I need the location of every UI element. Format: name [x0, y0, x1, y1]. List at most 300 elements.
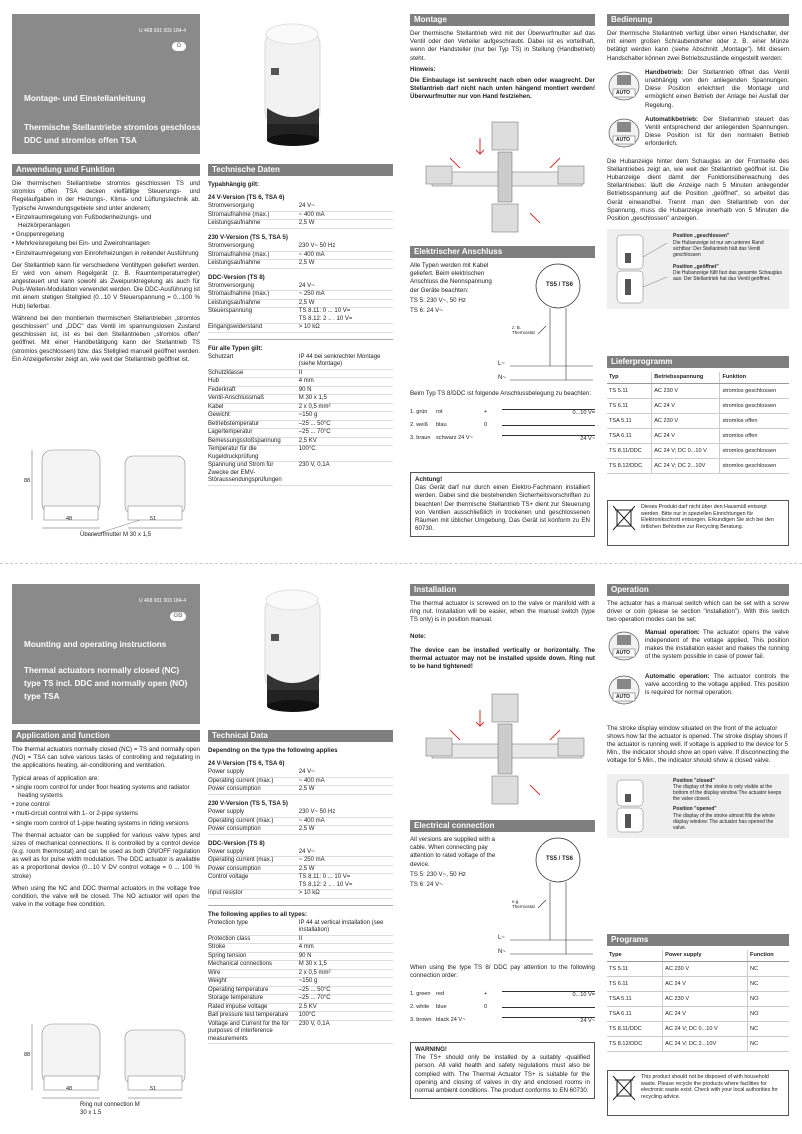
spec-row [208, 220, 393, 229]
wire-cell: red [436, 991, 445, 998]
spec-value: 24 V~ [297, 769, 393, 777]
spec-row [208, 308, 393, 324]
spec-value: II [297, 935, 393, 944]
spec-value: 2,5 W [297, 260, 393, 269]
wire-cell: blau [436, 422, 447, 428]
tech-subheading: Für alle Typen gilt: [208, 344, 263, 352]
auto-label: AUTO [616, 693, 631, 700]
wire-row [410, 406, 595, 419]
spec-label: Steuerspannung [208, 308, 297, 324]
spec-value: 4 mm [297, 378, 393, 387]
spec-label: Lagertemperatur [208, 429, 297, 438]
auto-label: AUTO [616, 136, 631, 143]
spec-value: > 10 kΩ [297, 324, 393, 333]
section-application [12, 730, 200, 909]
note-text: Die Einbaulage ist senkrecht nach oben oder waagrecht. Der Stellantrieb darf nicht nach unten hängend montiert werden! Überwurfmutter nur von Hand festziehen. [410, 76, 595, 101]
spec-value: 90 N [297, 952, 393, 961]
section-installation [410, 14, 595, 102]
spec-label: Leistungsaufnahme [208, 220, 297, 229]
dimension-drawing [20, 1012, 200, 1122]
column-header: Betriebsspannung [652, 372, 720, 384]
note-label: Note: [410, 632, 426, 640]
table-cell: NC [748, 977, 789, 992]
spec-row [208, 354, 393, 370]
table-row [607, 1007, 789, 1022]
spec-value: –25 ... 50°C [297, 420, 393, 429]
spec-row [208, 809, 393, 817]
wire-cell [502, 425, 595, 426]
spec-label: Bemessungsstoßspannung [208, 437, 297, 446]
wire-cell: 24 V~ [502, 435, 595, 443]
list-item: • single room control for under floor heating systems and radiator heating systems [12, 783, 190, 799]
paragraph: When using the type TS 8/ DDC pay attention to the following connection order: [410, 964, 595, 980]
spec-table [208, 354, 393, 486]
section-heading: Application and function [12, 730, 200, 742]
dimension-width: 48 [66, 1086, 73, 1092]
spec-value: 2,5 KV [297, 437, 393, 446]
wire-cell: 3. brown [410, 1017, 432, 1024]
spec-label: Protection class [208, 935, 297, 944]
wire-cell: 1. grün [410, 409, 428, 415]
section-programs [607, 934, 789, 1052]
spec-row [208, 1020, 393, 1044]
spec-row [208, 395, 393, 404]
spec-label: Control voltage [208, 874, 297, 890]
position-open-text: Die Hubanzeige füllt fast das gesamte Schauglas aus: Der Stellantrieb hat das Ventil geöffnet. [673, 270, 782, 283]
mode-name: Handbetrieb: [645, 68, 684, 76]
spec-value: 100°C [297, 446, 393, 462]
spec-value: ~ 400 mA [297, 211, 393, 220]
program-table [607, 372, 789, 474]
wire-row [410, 432, 595, 445]
section-electrical [410, 246, 595, 445]
list-item: • Mehrkreisregelung bei Ein- und Zweirohranlagen [12, 240, 150, 248]
spec-label: Stroke [208, 944, 297, 953]
spec-value: ~150 g [297, 412, 393, 421]
spec-row [208, 260, 393, 269]
paragraph: Die Hubanzeige hinter dem Schauglas an der Frontseite des Stellantriebes zeigt an, wie weit der Stellantrieb geöffnet ist. Die Hubanzeige dient damit der Funktionsüberwachung des Stellantriebes: läuft die Anzeige nach 5 Minuten anliegender Betriebsspannung auf die Position „geöffnet", so arbeitet das Gerät einwandfrei. Trennt man den Stellantrieb von der Spannung, muss die Hubanzeige innerhalb von 5 Minuten die Position „geschlossen" anzeigen. [607, 157, 789, 222]
spec-row [208, 462, 393, 486]
warning-text: The TS+ should only be installed by a suitably -qualified person. All valid health and safety regulations must also be complied with. The Thermal Actuator TS+ is suitable for the opening and closing of valves in dry and enclosed rooms in normal ambient conditions. The product conforms to EN 60730. [415, 1054, 590, 1094]
table-cell: stromlos offen [720, 429, 789, 444]
spec-value: ~ 400 mA [297, 777, 393, 786]
table-cell: TSA 5.11 [607, 992, 663, 1007]
spec-label: Operating current (max.) [208, 777, 297, 786]
spec-label: Gewicht [208, 412, 297, 421]
paragraph: Während bei den montierten thermischen Stellantrieben „stromlos geschlossen" und „DDC" das Ventil im spannungslosen Zustand geschlossen ist, ist es bei den Stellantrieben „stromlos offen" geöffnet. Mit einer Handbetätigung kann der Stellantrieb TS (stromlos geschlossen) bzw. das Stellglied manuell geöffnet werden. Ein Anzeigefenster zeigt an, wie weit der Stellantrieb geöffnet ist. [12, 314, 200, 363]
position-open-text: The display of the stroke almost fills the whole display window: The actuator has opened the valve. [673, 812, 775, 831]
doc-number: U 468 931 003 184-4 [139, 598, 186, 604]
paragraph: Beim Typ TS 8/DDC ist folgende Anschlussbelegung zu beachten: [410, 390, 592, 397]
table-cell: TSA 6.11 [607, 1007, 663, 1022]
tech-subheading: The following applies to all types: [208, 910, 308, 918]
recycling-text: Dieses Produkt darf nicht über den Hausmüll entsorgt werden. Bitte nur in speziellen Einrichtungen für Elektronikschrott entsorgen. Erkundigen Sie sich bei den örtlichen Behörden zur Recycling Beratung. [641, 504, 774, 530]
table-cell: AC 230 V [652, 384, 720, 399]
dimension-caption: Ring nut connection M 30 x 1.5 [80, 1102, 140, 1116]
wire-cell: 0...10 V= [502, 409, 595, 417]
spec-row [208, 299, 393, 308]
spec-value: ~ 400 mA [297, 817, 393, 826]
section-heading: Electrical connection [410, 820, 595, 832]
spec-label: Kabel [208, 403, 297, 412]
spec-value: 2,5 W [297, 826, 393, 835]
section-installation [410, 584, 595, 671]
table-row [607, 1037, 789, 1052]
spec-label: Storage temperature [208, 995, 297, 1004]
thermostat-label: z. B. Thermostat [512, 325, 535, 335]
section-heading: Montage [410, 14, 595, 26]
paragraph: Die thermischen Stellantriebe stromlos geschlossen TS und stromlos offen TSA decken vielfältige Steuerungs- und Regelaufgaben in der Heizungs-, Klima- und Lüftungstechnik ab. Typische Anwendungsgebiete sind unter anderem; [12, 180, 200, 212]
schematic-label: TS5 / TS6 [546, 282, 574, 288]
spec-label: Eingangswiderstand [208, 324, 297, 333]
section-heading: Bedienung [607, 14, 789, 26]
mode-description: The actuator opens the valve independent of the voltage applied. This position makes the installation easier and makes the running of the system possible in case of power fail. [645, 628, 789, 661]
spec-label: Federkraft [208, 386, 297, 395]
spec-value: 2 x 0,5 mm² [297, 969, 393, 978]
dimension-caption: Überwurfmutter M 30 x 1,5 [80, 532, 152, 538]
spec-row [208, 935, 393, 944]
paragraph: Der thermische Stellantrieb wird mit der Überwurfmutter auf das Ventil oder den Verteiler aufgeschraubt. Dabei ist es vorteilhaft, wenn der Handsteller (nur bei Typ TS) in Stellung (Handbetrieb) steht. [410, 30, 595, 62]
note-text: The device can be installed vertically or horizontally. The thermal actuator may not be installed upside down. Ring nut to be hand tightened! [410, 646, 595, 671]
language-badge: GB [170, 612, 186, 621]
spec-label: Operating current (max.) [208, 817, 297, 826]
line-label: L~ [498, 361, 505, 367]
wiring-schematic [498, 836, 595, 956]
spec-label: Protection type [208, 920, 297, 936]
dimension-width: 48 [66, 516, 73, 522]
spec-value: 24 V~ [297, 849, 393, 857]
wiring-schematic [498, 262, 595, 382]
paragraph: Alle Typen werden mit Kabel geliefert. Beim elektrischen Anschluss die Nennspannung der Geräte beachten: [410, 262, 492, 294]
spec-row [208, 291, 393, 300]
spec-value: ~ 250 mA [297, 857, 393, 866]
spec-label: Power supply [208, 849, 297, 857]
auto-label: AUTO [616, 649, 631, 656]
column-header: Function [748, 950, 789, 962]
spec-value: 4 mm [297, 944, 393, 953]
position-closed-heading: Position „geschlossen" [673, 233, 730, 240]
spec-row [208, 826, 393, 835]
dimension-height: 88 [24, 478, 31, 484]
spec-row [208, 211, 393, 220]
table-cell: TS 8.12/DDC [607, 459, 652, 474]
stroke-position-panel [607, 774, 789, 838]
list-item: • Einzelraumregelung von Fußbodenheizungs- und Heizkörperanlagen [12, 213, 152, 229]
table-cell: AC 24 V; DC 2...10V [663, 1037, 748, 1052]
voltage-ts5: TS 5: 230 V~, 50 Hz [410, 296, 466, 304]
section-programs [607, 356, 789, 474]
list-item: • Einzelraumregelung von Einrohrheizungen in reitender Ausführung [12, 249, 199, 257]
spec-label: Ventil-Anschlussmaß [208, 395, 297, 404]
spec-label: Stromaufnahme (max.) [208, 291, 297, 300]
spec-label: Mechanical connections [208, 961, 297, 970]
spec-label: Stromversorgung [208, 203, 297, 211]
table-cell: AC 24 V; DC 0...10 V [652, 444, 720, 459]
position-closed-heading: Position "closed" [673, 777, 715, 784]
table-cell: AC 230 V [663, 992, 748, 1007]
voltage-ts5: TS 5: 230 V~, 50 Hz [410, 870, 466, 878]
spec-table [208, 283, 393, 333]
spec-row [208, 874, 393, 890]
table-row [607, 444, 789, 459]
table-cell: AC 24 V [652, 429, 720, 444]
wire-cell: 1. green [410, 991, 431, 998]
tech-intro: Depending on the type the following applies [208, 747, 338, 754]
table-row [607, 977, 789, 992]
neutral-label: N~ [498, 375, 506, 381]
table-cell: AC 24 V [652, 399, 720, 414]
recycling-text: This product should not be disposed of with household waste. Please recycle the products where facilities for electronic waste exist. Check with your local authorities for recycling advice. [641, 1074, 778, 1100]
wire-cell: blue [436, 1004, 447, 1011]
spec-row [208, 995, 393, 1004]
spec-label: Power consumption [208, 786, 297, 795]
spec-table [208, 769, 393, 795]
spec-row [208, 849, 393, 857]
spec-label: Input resistor [208, 890, 297, 899]
wire-cell: + [484, 409, 488, 415]
table-cell: TS 5.11 [607, 384, 652, 399]
table-cell: TS 8.11/DDC [607, 1022, 663, 1037]
doc-title: Mounting and operating instructions [24, 640, 167, 649]
installation-illustration [420, 690, 590, 810]
spec-table [208, 203, 393, 229]
paragraph: Typical areas of application are: [12, 774, 100, 782]
section-operation [607, 584, 789, 838]
spec-label: Stromaufnahme (max.) [208, 251, 297, 260]
spec-row [208, 920, 393, 936]
spec-label: Rated impulse voltage [208, 1003, 297, 1012]
tech-subheading: 230 V-Version (TS 5, TSA 5) [208, 799, 288, 807]
tech-subheading: DDC-Version (TS 8) [208, 839, 265, 847]
table-cell: stromlos geschlossen [720, 384, 789, 399]
mode-name: Manual operation: [645, 628, 700, 636]
language-badge: D [172, 42, 186, 51]
tech-subheading: 230 V-Version (TS 5, TSA 5) [208, 233, 288, 241]
auto-switch-icon [607, 116, 641, 150]
spec-row [208, 817, 393, 826]
tech-subheading: DDC-Version (TS 8) [208, 273, 265, 281]
spec-label: Wire [208, 969, 297, 978]
mode-description: Der Stellantrieb steuert das Ventil entsprechend der anliegenden Spannungen. Diese Position ist für den normalen Betrieb erforderlich. [645, 115, 789, 148]
actuator-photo [235, 18, 355, 158]
note-label: Hinweis: [410, 65, 436, 73]
spec-row [208, 857, 393, 866]
spec-value: 2.5 KV [297, 1003, 393, 1012]
spec-row [208, 944, 393, 953]
spec-value: IP 44 bei senkrechter Montage (siehe Montage) [297, 354, 393, 370]
spec-value: 2,5 W [297, 786, 393, 795]
paragraph: The actuator has a manual switch which can be set with a screw driver or coin (please se section "installation"). With this switch two operation modes can be set: [607, 600, 789, 624]
spec-value: 24 V~ [297, 203, 393, 211]
table-row [607, 992, 789, 1007]
spec-value: –25 ... 70°C [297, 429, 393, 438]
list-item: • zone control [12, 801, 50, 809]
section-heading: Operation [607, 584, 789, 596]
table-cell: AC 24 V [663, 1007, 748, 1022]
wire-table [410, 988, 595, 1027]
column-header: Power supply [663, 950, 748, 962]
paragraph: The thermal actuator is screwed on to the valve or manifold with a ring nut. Installation will be easier, when the manual switch (type TS only) is in position manual. [410, 600, 595, 624]
spec-row [208, 865, 393, 874]
spec-label: Schutzart [208, 354, 297, 370]
doc-subtitle: Thermal actuators normally closed (NC) type TS incl. DDC and normally open (NO) type TSA [24, 666, 188, 702]
line-label: L~ [498, 935, 505, 941]
doc-title: Montage- und Einstellanleitung [24, 94, 146, 103]
spec-value: IP 44 at vertical installation (see installation) [297, 920, 393, 936]
warning-text: Das Gerät darf nur durch einen Elektro-Fachmann installiert werden. Dabei sind die bestehenden Sicherheitsvorschriften zu beachten! Der thermische Stellantrieb TS+ dient zur Steuerung von Ventilen ausschließlich in trockenen und geschlossenen Räumen mit üblicher Umgebung. Das Gerät ist konform zu EN 60730. [415, 484, 590, 533]
wire-cell: 0 [484, 1004, 488, 1011]
spec-label: Spannung und Strom für Zwecke der EMV-Störaussendungsprüfungen [208, 462, 297, 486]
dimension-width: 51 [150, 1086, 157, 1092]
stroke-position-panel [607, 229, 789, 309]
table-row [607, 414, 789, 429]
position-open-heading: Position "opened" [673, 806, 717, 813]
wire-cell: 0 [484, 422, 488, 428]
table-cell: TSA 6.11 [607, 429, 652, 444]
title-panel [12, 584, 200, 724]
spec-row [208, 420, 393, 429]
table-cell: NC [748, 962, 789, 977]
title-panel [12, 14, 256, 154]
spec-row [208, 769, 393, 777]
wire-cell: schwarz 24 V~ [436, 435, 473, 441]
spec-label: Weight [208, 978, 297, 987]
spec-row [208, 386, 393, 395]
position-closed-text: The display of the stroke is only visible at the bottom of the display window The actuator keeps the valve closed. [673, 784, 782, 803]
installation-illustration [420, 118, 590, 238]
section-heading: Technische Daten [208, 164, 393, 176]
spec-row [208, 952, 393, 961]
spec-value: TS 8.11: 0 ... 10 V= TS 8.12: 2 .. . 10 V= [297, 874, 393, 890]
crossed-bin-icon [611, 1074, 637, 1102]
recycling-notice [607, 500, 789, 546]
position-open-heading: Position „geöffnet" [673, 263, 719, 270]
doc-subtitle: Thermische Stellantriebe stromlos geschlossen TS einschl. DDC und stromlos offen TSA [24, 123, 256, 146]
spec-row [208, 251, 393, 260]
spec-table [208, 809, 393, 835]
section-electrical [410, 820, 595, 1027]
table-cell: TS 8.12/DDC [607, 1037, 663, 1052]
spec-table [208, 243, 393, 269]
dimension-width: 51 [150, 516, 157, 522]
mode-name: Automatic operation: [645, 672, 710, 680]
table-row [607, 399, 789, 414]
spec-value: II [297, 369, 393, 378]
table-row [607, 459, 789, 474]
spec-row [208, 324, 393, 333]
schematic-label: TS5 / TS6 [546, 856, 574, 862]
dimension-drawing [20, 432, 200, 542]
table-cell: stromlos geschlossen [720, 444, 789, 459]
table-cell: TS 6.11 [607, 399, 652, 414]
spec-value: 230 V~ 50 Hz [297, 243, 393, 251]
program-table [607, 950, 789, 1052]
spec-label: Voltage and Current for the for purposes of interference measurements [208, 1020, 297, 1044]
table-row [607, 384, 789, 399]
table-cell: AC 230 V [652, 414, 720, 429]
spec-value: –25 ... 50°C [297, 986, 393, 995]
spec-value: > 10 kΩ [297, 890, 393, 899]
spec-row [208, 378, 393, 387]
spec-label: Temperatur für die Kugeldruckprüfung [208, 446, 297, 462]
spec-label: Operating current (max.) [208, 857, 297, 866]
spec-label: Leistungsaufnahme [208, 260, 297, 269]
spec-row [208, 403, 393, 412]
spec-row [208, 429, 393, 438]
spec-value: 2,5 W [297, 220, 393, 229]
spec-label: Operating temperature [208, 986, 297, 995]
spec-label: Power consumption [208, 826, 297, 835]
table-cell: AC 24 V; DC 2...10V [652, 459, 720, 474]
paragraph: When using the NC and DDC thermal actuators in the voltage free condition, the valve will be closed. The NO actuator will open the valve in the voltage free condition. [12, 884, 200, 909]
section-operation [607, 14, 789, 309]
column-header: Typ [607, 372, 652, 384]
column-header: Funktion [720, 372, 789, 384]
table-cell: TS 5.11 [607, 962, 663, 977]
spec-row [208, 283, 393, 291]
warning-box [410, 1042, 595, 1099]
spec-label: Leistungsaufnahme [208, 299, 297, 308]
spec-label: Spring tension [208, 952, 297, 961]
table-cell: TSA 5.11 [607, 414, 652, 429]
crossed-bin-icon [611, 504, 637, 532]
column-header: Type [607, 950, 663, 962]
spec-row [208, 786, 393, 795]
spec-label: Power supply [208, 809, 297, 817]
spec-value: ~150 g [297, 978, 393, 987]
actuator-photo [235, 584, 355, 724]
manual-switch-icon [607, 629, 641, 663]
section-application [12, 164, 200, 364]
table-cell: AC 24 V [663, 977, 748, 992]
spec-row [208, 978, 393, 987]
warning-heading: WARNING! [415, 1046, 447, 1053]
section-heading: Anwendung und Funktion [12, 164, 200, 176]
spec-value: 230 V~ 50 Hz [297, 809, 393, 817]
spec-row [208, 437, 393, 446]
section-heading: Lieferprogramm [607, 356, 789, 368]
paragraph: The thermal actuators normally closed (NC) = TS and normally open (NO) = TSA can solve various tasks of controlling and regulating in the applications heating, air-conditioning and ventilation. [12, 746, 200, 770]
spec-row [208, 961, 393, 970]
spec-label: Power consumption [208, 865, 297, 874]
spec-value: ~ 400 mA [297, 251, 393, 260]
spec-row [208, 203, 393, 211]
spec-value: 230 V, 0,1A [297, 1020, 393, 1044]
paragraph: All versions are supplied with a cable. When connecting pay attention to rated voltage of the device. [410, 836, 496, 868]
wire-row [410, 419, 595, 432]
application-list [12, 784, 200, 828]
mode-description: Der Stellantrieb öffnet das Ventil unabhängig von den anliegenden Spannungen. Diese Position erleichtert die Montage und ermöglicht einen Betrieb der Anlage bei Ausfall der Regelung. [645, 68, 789, 109]
warning-box [410, 472, 595, 537]
spec-value: ~ 250 mA [297, 291, 393, 300]
wire-row [410, 988, 595, 1001]
spec-label: Stromversorgung [208, 243, 297, 251]
table-cell: NO [748, 992, 789, 1007]
wire-cell: 2. white [410, 1004, 430, 1011]
wire-cell: 3. braun [410, 435, 431, 441]
section-heading: Technical Data [208, 730, 393, 742]
neutral-label: N~ [498, 949, 506, 955]
tech-subheading: 24 V-Version (TS 6, TSA 6) [208, 760, 285, 768]
spec-row [208, 1003, 393, 1012]
voltage-ts6: TS 6: 24 V~ [410, 880, 443, 888]
recycling-notice [607, 1070, 789, 1116]
auto-switch-icon [607, 673, 641, 707]
spec-label: Stromaufnahme (max.) [208, 211, 297, 220]
spec-row [208, 777, 393, 786]
wire-cell: 0...10 V= [502, 991, 595, 999]
table-cell: stromlos geschlossen [720, 459, 789, 474]
